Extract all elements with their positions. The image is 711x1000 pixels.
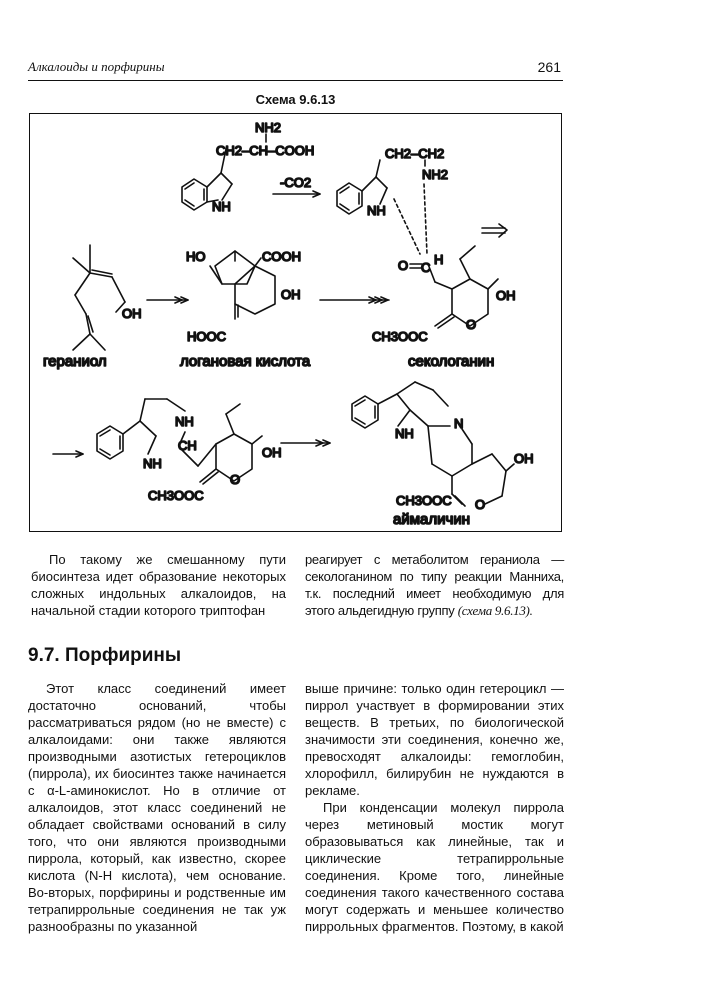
nh-label: NH xyxy=(212,199,231,214)
intermediate-nh-indole-label: NH xyxy=(143,456,162,471)
ajmalicine-ch3ooc-label: CH3OOC xyxy=(396,493,452,508)
loganic-oh-label: OH xyxy=(281,287,301,302)
ajmalicine-nh-label: NH xyxy=(395,426,414,441)
nh2-label: NH2 xyxy=(255,120,282,135)
geraniol-oh-label: OH xyxy=(122,306,142,321)
side-chain-label: CH2–CH–COOH xyxy=(216,143,315,158)
top-paragraph-right: реагирует с метаболитом гераниола — секологанином по типу реакции Манниха, т.к. последний имеет необходимую для этого альдегидную группу xyxy=(305,552,564,618)
ajmalicine-o-label: O xyxy=(475,497,486,512)
intermediate-o-label: O xyxy=(230,472,241,487)
aldehyde-h-label: H xyxy=(434,252,444,267)
scheme-box xyxy=(29,113,562,532)
section-title: 9.7. Порфирины xyxy=(28,645,182,666)
body-paragraph-left: Этот класс соединений имеет достаточно оснований, чтобы рассматриваться рядом (но не вместе) с алкалоидами: они также являются производными азотистых гетероциклов (пиррола), их биосинтез также начинается с α-L-аминокислот. Но в отличие от алкалоидов, этот класс соединений не обладает свойствами оснований в силу того, что они являются производными пиррола, который, как известно, скорее кислота (N-H кислота), чем основание. Во-вторых, порфирины и родственные им тетрапиррольные соединения не так уж разнообразны по указанной xyxy=(28,681,286,934)
running-title: Алкалоиды и порфирины xyxy=(28,59,165,74)
body-right-column xyxy=(305,680,564,935)
intermediate-nh-ring-label: NH xyxy=(175,414,194,429)
loganic-acid-name: логановая кислота xyxy=(180,353,311,370)
secologanin-structure xyxy=(410,246,498,328)
dashed-bond xyxy=(394,199,420,254)
ajmalicine-name: аймаличин xyxy=(393,511,470,528)
secologanin-oh-label: OH xyxy=(496,288,516,303)
page-number: 261 xyxy=(537,59,561,75)
top-text-left xyxy=(31,551,286,619)
scheme-title: Схема 9.6.13 xyxy=(255,92,336,107)
top-text-right xyxy=(305,551,564,619)
secologanin-name: секологанин xyxy=(408,353,495,370)
body-left-column xyxy=(28,680,286,935)
secologanin-ch3ooc-label: CH3OOC xyxy=(372,329,428,344)
nh-tryptamine-label: NH xyxy=(367,203,386,218)
loganic-cooh-label: COOH xyxy=(262,249,301,264)
ajmalicine-n-label: N xyxy=(454,416,464,431)
header-rule xyxy=(28,80,563,81)
ajmalicine-structure xyxy=(352,382,514,506)
top-paragraph-left: По такому же смешанному пути биосинтеза идет образование некоторых сложных индольных алкалоидов, на начальной стадии которого триптофан xyxy=(31,552,286,618)
body-paragraph-right-1: выше причине: только один гетероцикл — пиррол участвует в формировании этих веществ. В третьих, по биологической значимости эти соединения, конечно же, превосходят алкалоиды: гемоглобин, хлорофилл, билирубин не нуждаются в рекламе. xyxy=(305,681,564,798)
loganic-hooc-label: HOOC xyxy=(187,329,226,344)
geraniol-structure xyxy=(73,245,125,350)
intermediate-ch-label: CH xyxy=(178,438,197,453)
ch2ch2-label: CH2–CH2 xyxy=(385,146,445,161)
reaction-scheme xyxy=(30,114,563,533)
body-paragraph-right-2: При конденсации молекул пиррола через метиновый мостик могут образовываться как линейные, так и циклические тетрапиррольные соединения. Кроме того, линейные соединения такого качественного состава могут содержать и меньшее количество пиррольных фрагментов. Поэтому, в какой xyxy=(305,800,564,934)
geraniol-name: гераниол xyxy=(43,353,107,370)
aldehyde-c-label: C xyxy=(421,260,431,275)
co2-label: -CO2 xyxy=(280,175,312,190)
scheme-reference: (схема 9.6.13). xyxy=(457,603,533,618)
secologanin-o-label: O xyxy=(466,317,477,332)
nh2-tryptamine-label: NH2 xyxy=(422,167,449,182)
loganic-ho-label: HO xyxy=(186,249,206,264)
dashed-bond xyxy=(424,184,427,254)
intermediate-ch3ooc-label: CH3OOC xyxy=(148,488,204,503)
ajmalicine-oh-label: OH xyxy=(514,451,534,466)
intermediate-oh-label: OH xyxy=(262,445,282,460)
aldehyde-o-label: O xyxy=(398,258,409,273)
